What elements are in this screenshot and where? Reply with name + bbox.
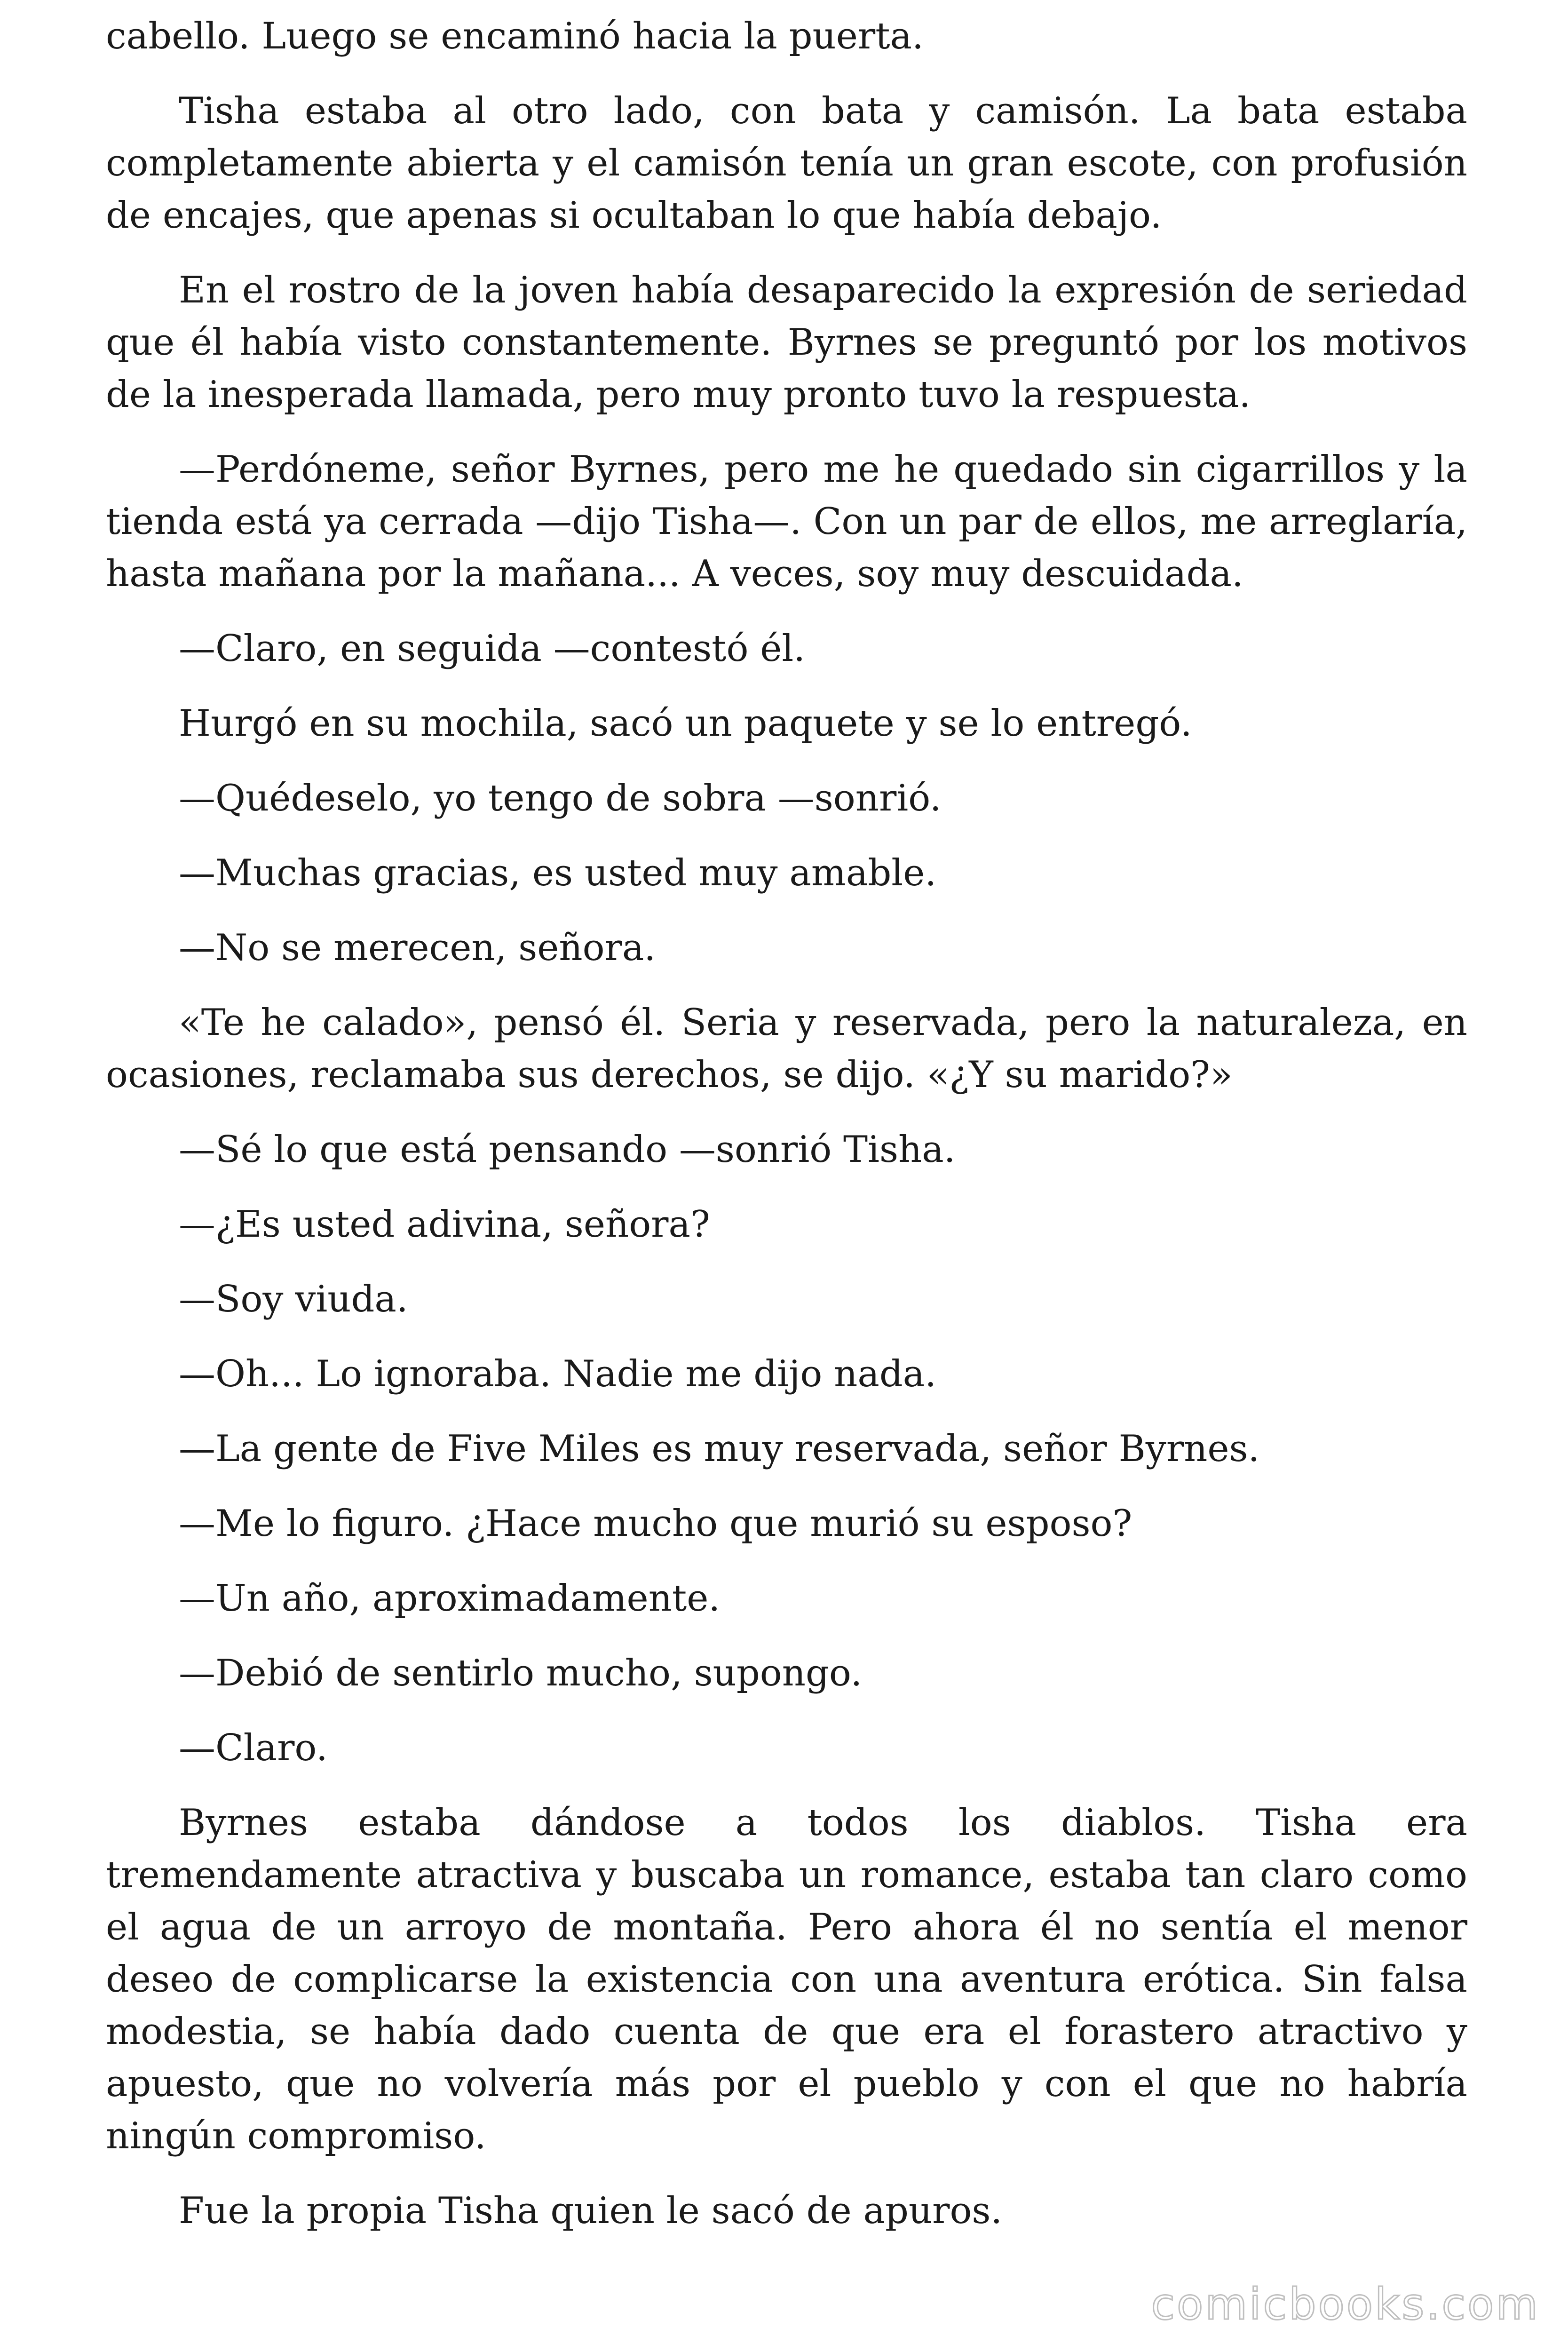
paragraph-2: Tisha estaba al otro lado, con bata y camisón. La bata estaba completamente abierta y el camisón tenía un gran escote, con profusión de encajes, que apenas si ocultaban lo que había debajo. (106, 90, 1467, 237)
paragraph-10: «Te he calado», pensó él. Seria y reservada, pero la naturaleza, en ocasiones, reclamaba sus derechos, se dijo. «¿Y su marido?» (106, 1001, 1467, 1096)
paragraph-13: —Soy viuda. (179, 1278, 408, 1320)
paragraph-4: —Perdóneme, señor Byrnes, pero me he quedado sin cigarrillos y la tienda está ya cerrada —dijo Tisha—. Con un par de ellos, me arreglaría, hasta mañana por la mañana... A veces, soy muy descuidada. (106, 448, 1467, 595)
paragraph-11: —Sé lo que está pensando —sonrió Tisha. (179, 1128, 956, 1171)
paragraph-9: —No se merecen, señora. (179, 927, 656, 969)
paragraph-16: —Me lo figuro. ¿Hace mucho que murió su esposo? (179, 1502, 1132, 1545)
book-page (106, 10, 1467, 2260)
paragraph-1: cabello. Luego se encaminó hacia la puerta. (106, 15, 924, 57)
paragraph-14: —Oh... Lo ignoraba. Nadie me dijo nada. (179, 1353, 937, 1395)
paragraph-5: —Claro, en seguida —contestó él. (179, 628, 806, 670)
paragraph-7: —Quédeselo, yo tengo de sobra —sonrió. (179, 777, 942, 819)
paragraph-3: En el rostro de la joven había desaparecido la expresión de seriedad que él había visto constantemente. Byrnes se preguntó por los motivos de la inesperada llamada, pero muy pronto tuvo la respuesta. (106, 269, 1467, 416)
paragraph-21: Fue la propia Tisha quien le sacó de apuros. (179, 2190, 1003, 2232)
paragraph-8: —Muchas gracias, es usted muy amable. (179, 852, 937, 894)
watermark: comicbooks.com (1151, 2279, 1540, 2329)
paragraph-18: —Debió de sentirlo mucho, supongo. (179, 1652, 863, 1694)
paragraph-17: —Un año, aproximadamente. (179, 1577, 721, 1620)
paragraph-20: Byrnes estaba dándose a todos los diablos. Tisha era tremendamente atractiva y buscaba un romance, estaba tan claro como el agua de un arroyo de montaña. Pero ahora él no sentía el menor deseo de complicarse la existencia con una aventura erótica. Sin falsa modestia, se había dado cuenta de que era el forastero atractivo y apuesto, que no volvería más por el pueblo y con el que no habría ningún compromiso. (106, 1802, 1467, 2157)
paragraph-6: Hurgó en su mochila, sacó un paquete y se lo entregó. (179, 702, 1192, 745)
paragraph-12: —¿Es usted adivina, señora? (179, 1203, 710, 1246)
paragraph-19: —Claro. (179, 1727, 328, 1769)
paragraph-15: —La gente de Five Miles es muy reservada, señor Byrnes. (179, 1428, 1260, 1470)
